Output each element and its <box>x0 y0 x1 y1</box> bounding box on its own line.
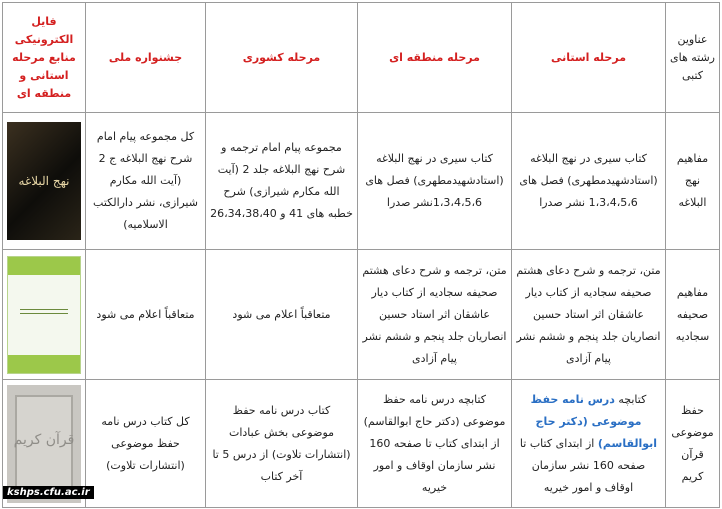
header-row <box>3 3 720 113</box>
national-nahj: مجموعه پیام امام ترجمه و شرح نهج البلاغه جلد 2 (آیت الله مکارم شیرازی) شرح خطبه های 41 و 26،34،38،40 <box>206 113 358 250</box>
ebook-cell-sahifeh[interactable] <box>3 250 86 380</box>
provincial-quran <box>512 380 666 508</box>
provincial-sahifeh: متن، ترجمه و شرح دعای هشتم صحیفه سجادیه از کتاب دیار عاشقان اثر استاد حسین انصاریان جلد پنجم و ششم نشر پیام آزادی <box>512 250 666 380</box>
national-sahifeh: متعاقباً اعلام می شود <box>206 250 358 380</box>
book-cover-title-quran: قرآن کریم <box>13 431 75 448</box>
festival-quran: کل کتاب درس نامه حفظ موضوعی (انتشارات تلاوت) <box>86 380 206 508</box>
regional-sahifeh: متن، ترجمه و شرح دعای هشتم صحیفه سجادیه از کتاب دیار عاشقان اثر استاد حسین انصاریان جلد پنجم و ششم نشر پیام آزادی <box>358 250 512 380</box>
provincial-nahj: کتاب سیری در نهج البلاغه (استادشهیدمطهری) فصل های 1،3،4،5،6 نشر صدرا <box>512 113 666 250</box>
header-ebook: فایل الکترونیکی منابع مرحله استانی و منطقه ای <box>3 3 86 113</box>
table-row-sahifeh <box>3 250 720 380</box>
header-festival: جشنواره ملی <box>86 3 206 113</box>
provincial-quran-highlight: درس نامه حفظ موضوعی (دکتر حاج ابوالقاسم) <box>530 392 658 450</box>
table-row-quran <box>3 380 720 508</box>
header-topic: عناوین رشته های کتبی <box>666 3 720 113</box>
provincial-quran-suffix: از ابتدای کتاب تا صفحه 160 نشر سازمان اوقاف و امور خیریه <box>519 436 646 494</box>
regional-quran: کتابچه درس نامه حفظ موضوعی (دکتر حاج ابوالقاسم) از ابتدای کتاب تا صفحه 160 نشر سازمان اوقاف و امور خیریه <box>358 380 512 508</box>
topic-quran: حفظ موضوعی قرآن کریم <box>666 380 720 508</box>
festival-sahifeh: متعاقباً اعلام می شود <box>86 250 206 380</box>
header-national: مرحله کشوری <box>206 3 358 113</box>
table-row-nahj <box>3 113 720 250</box>
book-cover-sahifeh[interactable] <box>7 256 81 374</box>
ebook-cell-nahj[interactable] <box>3 113 86 250</box>
regional-nahj: کتاب سیری در نهج البلاغه (استادشهیدمطهری) فصل های 1،3،4،5،6نشر صدرا <box>358 113 512 250</box>
topic-sahifeh: مفاهیم صحیفه سجادیه <box>666 250 720 380</box>
header-provincial: مرحله استانی <box>512 3 666 113</box>
festival-nahj: کل مجموعه پیام امام شرح نهج البلاغه ج 2 (آیت الله مکارم شیرازی، نشر دارالکتب الاسلامیه) <box>86 113 206 250</box>
provincial-quran-prefix: کتابچه <box>618 392 647 406</box>
book-cover-title-nahj: نهج البلاغه <box>18 174 70 188</box>
national-quran: کتاب درس نامه حفظ موضوعی بخش عبادات (انتشارات تلاوت) از درس 5 تا آخر کتاب <box>206 380 358 508</box>
header-regional: مرحله منطقه ای <box>358 3 512 113</box>
site-watermark: kshps.cfu.ac.ir <box>3 486 94 499</box>
book-cover-nahj[interactable] <box>7 122 81 240</box>
book-cover-quran[interactable] <box>7 385 81 503</box>
topic-nahj: مفاهیم نهج البلاغه <box>666 113 720 250</box>
competition-sources-table <box>2 2 720 508</box>
